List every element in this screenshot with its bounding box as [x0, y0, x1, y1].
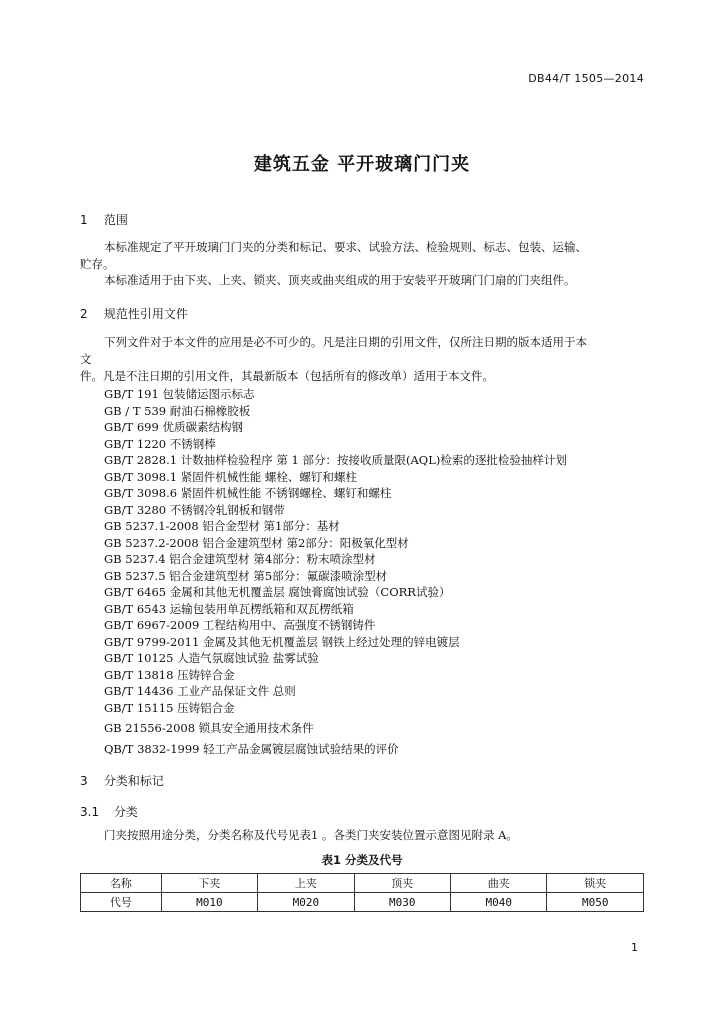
- reference-item: GB/T 14436 工业产品保证文件 总则: [104, 684, 296, 698]
- reference-item: GB/T 191 包装储运图示标志: [104, 387, 255, 401]
- reference-item: GB/T 6543 运输包装用单瓦楞纸箱和双瓦楞纸箱: [104, 602, 354, 616]
- table-cell: M030: [354, 893, 450, 912]
- table-cell: M040: [451, 893, 547, 912]
- section-1-heading: [80, 211, 128, 228]
- page-number: 1: [631, 941, 638, 954]
- section-title: 规范性引用文件: [103, 307, 188, 321]
- table-cell: 锁夹: [547, 874, 644, 893]
- scope-paragraph-1-line-1: 本标准规定了平开玻璃门门夹的分类和标记、要求、试验方法、检验规则、标志、包装、运输、: [104, 240, 587, 254]
- subsection-number: 3.1: [80, 805, 100, 819]
- table-row: [81, 893, 644, 912]
- table-cell: 代号: [81, 893, 162, 912]
- reference-item: GB/T 9799-2011 金属及其他无机覆盖层 钢铁上经过处理的锌电镀层: [104, 635, 460, 649]
- subsection-title: 分类: [113, 805, 138, 819]
- reference-item: GB/T 10125 人造气氛腐蚀试验 盐雾试验: [104, 651, 319, 665]
- reference-item: GB / T 539 耐油石棉橡胶板: [104, 404, 251, 418]
- refs-intro-line-1: 下列文件对于本文件的应用是必不可少的。凡是注日期的引用文件，仅所注日期的版本适用于本: [104, 335, 587, 349]
- table-cell: 上夹: [258, 874, 354, 893]
- section-title: 范围: [103, 213, 128, 227]
- reference-item: GB/T 13818 压铸锌合金: [104, 668, 235, 682]
- document-code: DB44/T 1505—2014: [528, 72, 644, 85]
- classification-table: [80, 873, 644, 912]
- table-cell: M050: [547, 893, 644, 912]
- reference-item: GB/T 1220 不锈钢棒: [104, 437, 216, 451]
- reference-item: GB/T 2828.1 计数抽样检验程序 第 1 部分：按接收质量限(AQL)检索的逐批检验抽样计划: [104, 453, 567, 467]
- reference-item: GB 5237.4 铝合金建筑型材 第4部分：粉末喷涂型材: [104, 552, 376, 566]
- reference-item: GB/T 6465 金属和其他无机覆盖层 腐蚀膏腐蚀试验（CORR试验）: [104, 585, 451, 599]
- table-cell: 名称: [81, 874, 162, 893]
- reference-item: GB/T 3280 不锈钢冷轧钢板和钢带: [104, 503, 285, 517]
- table-caption: 表1 分类及代号: [321, 853, 403, 867]
- section-3-heading: [80, 772, 164, 789]
- section-2-heading: [80, 305, 188, 322]
- reference-item: GB/T 6967-2009 工程结构用中、高强度不锈钢铸件: [104, 618, 376, 632]
- reference-item: GB/T 3098.1 紧固件机械性能 螺栓、螺钉和螺柱: [104, 470, 357, 484]
- section-number: 3: [80, 774, 88, 788]
- section-number: 2: [80, 307, 88, 321]
- classification-paragraph: 门夹按照用途分类，分类名称及代号见表1 。各类门夹安装位置示意图见附录 A。: [104, 828, 518, 842]
- reference-item: GB/T 3098.6 紧固件机械性能 不锈钢螺栓、螺钉和螺柱: [104, 486, 392, 500]
- reference-item: GB 21556-2008 锁具安全通用技术条件: [104, 721, 314, 735]
- scope-paragraph-1-line-2: 贮存。: [80, 257, 115, 271]
- page-title: 建筑五金 平开玻璃门门夹: [253, 154, 471, 175]
- table-cell: M010: [161, 893, 257, 912]
- table-cell: M020: [258, 893, 354, 912]
- scope-paragraph-2: 本标准适用于由下夹、上夹、锁夹、顶夹或曲夹组成的用于安装平开玻璃门门扇的门夹组件。: [104, 273, 576, 287]
- reference-item: GB 5237.2-2008 铝合金建筑型材 第2部分：阳极氧化型材: [104, 536, 409, 550]
- reference-item: GB/T 15115 压铸铝合金: [104, 701, 235, 715]
- subsection-3-1-heading: [80, 803, 138, 820]
- refs-intro-line-3: 件。凡是不注日期的引用文件，其最新版本（包括所有的修改单）适用于本文件。: [80, 369, 494, 383]
- refs-intro-line-2: 文: [80, 352, 92, 366]
- table-header-row: [81, 874, 644, 893]
- table-cell: 曲夹: [451, 874, 547, 893]
- reference-item: GB 5237.5 铝合金建筑型材 第5部分：氟碳漆喷涂型材: [104, 569, 388, 583]
- reference-item: QB/T 3832-1999 轻工产品金属镀层腐蚀试验结果的评价: [104, 742, 399, 756]
- section-number: 1: [80, 213, 88, 227]
- table-cell: 顶夹: [354, 874, 450, 893]
- table-cell: 下夹: [161, 874, 257, 893]
- reference-item: GB 5237.1-2008 铝合金型材 第1部分：基材: [104, 519, 340, 533]
- section-title: 分类和标记: [103, 774, 164, 788]
- reference-item: GB/T 699 优质碳素结构钢: [104, 420, 243, 434]
